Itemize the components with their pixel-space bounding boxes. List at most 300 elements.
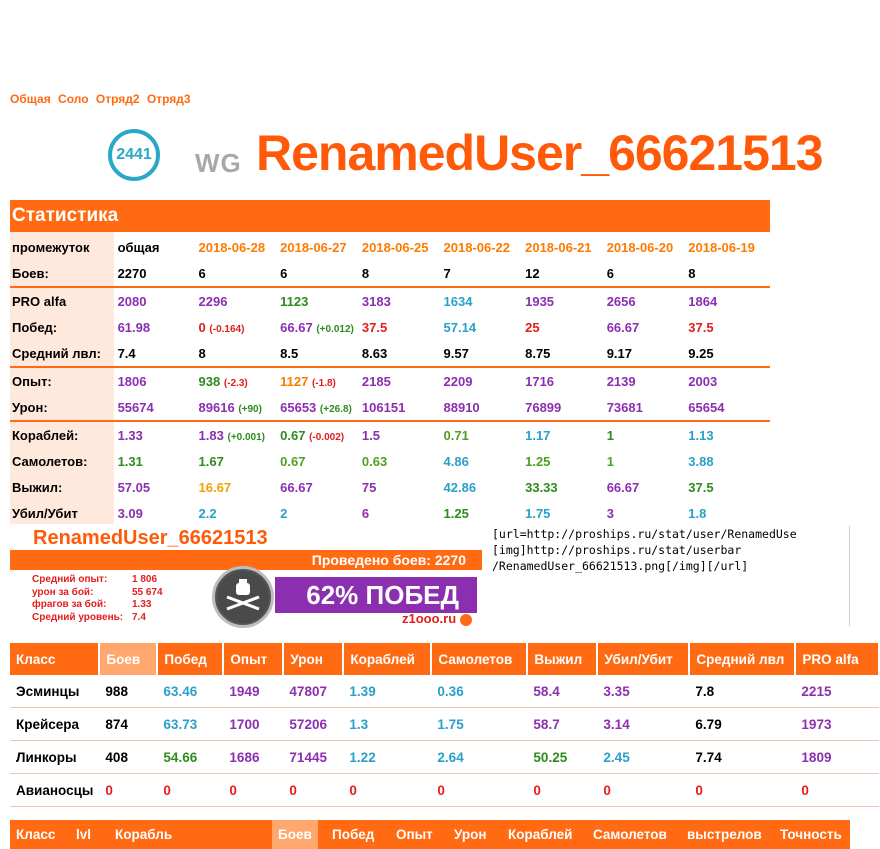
class-value: 7.8 <box>689 675 795 708</box>
stats-value: 1864 <box>688 293 718 309</box>
class-value: 2.45 <box>597 741 689 774</box>
stats-cell <box>118 500 199 526</box>
class-table-row <box>10 774 879 807</box>
stats-cell <box>118 367 199 394</box>
userbar-stat-value: 7.4 <box>132 611 146 623</box>
stats-value: 2 <box>280 505 288 521</box>
stats-delta: (+0.012) <box>316 323 354 335</box>
userbar-site: z1ooo.ru <box>402 611 472 626</box>
class-value: 57206 <box>283 708 343 741</box>
stats-value: 25 <box>525 319 540 335</box>
stats-value: 1806 <box>117 373 147 389</box>
class-value: 0.36 <box>431 675 527 708</box>
stats-cell <box>199 287 281 314</box>
stats-value: 4.86 <box>443 453 469 469</box>
stats-value: 66.67 <box>606 479 640 495</box>
stats-row <box>10 367 770 394</box>
stats-value: 12 <box>525 265 540 281</box>
userbar-stat-label: Средний уровень: <box>32 611 124 623</box>
stats-cell <box>688 474 770 500</box>
userbar-stat-label: урон за бой: <box>32 586 94 598</box>
stats-value: 8.75 <box>525 345 551 361</box>
ship-table-header-cell[interactable]: Самолетов <box>593 827 667 842</box>
stats-cell <box>118 287 199 314</box>
stats-row-label: Средний лвл: <box>10 340 118 367</box>
stats-row-label: Кораблей: <box>12 427 79 443</box>
stats-value: 8 <box>198 345 206 361</box>
class-table-row <box>10 708 879 741</box>
userbar-stat-value: 1 806 <box>132 574 158 585</box>
stats-cell <box>607 367 689 394</box>
class-table-row <box>10 741 879 774</box>
stats-value: 55674 <box>117 399 154 415</box>
stats-cell <box>118 260 199 287</box>
stats-period-header[interactable]: 2018-06-20 <box>606 239 674 255</box>
stats-delta: (-2.3) <box>223 377 248 389</box>
stats-cell <box>607 394 689 421</box>
stats-value: 6 <box>361 505 370 521</box>
stats-cell <box>362 394 444 421</box>
stats-cell <box>280 474 362 500</box>
stats-cell <box>280 421 362 448</box>
stats-value: 8 <box>688 265 696 281</box>
stats-cell <box>688 394 770 421</box>
stats-cell <box>525 340 607 367</box>
stats-value: 37.5 <box>688 319 714 335</box>
class-name: Линкоры <box>10 741 99 774</box>
stats-cell <box>525 260 607 287</box>
stats-row-label: Опыт: <box>12 373 52 389</box>
stats-value: 938 <box>198 373 221 389</box>
stats-value: 3.88 <box>688 453 714 469</box>
stats-period-header[interactable]: 2018-06-27 <box>280 239 347 255</box>
ship-table-header-cell[interactable]: Класс <box>16 827 56 842</box>
class-table-header[interactable]: Класс <box>10 643 99 675</box>
stats-value: 76899 <box>525 399 562 415</box>
stats-row <box>10 448 770 474</box>
class-value: 58.7 <box>527 708 597 741</box>
stats-cell <box>607 500 689 526</box>
stats-period-header[interactable]: 2018-06-19 <box>688 239 755 255</box>
stats-delta: (+26.8) <box>319 403 352 415</box>
class-value: 1973 <box>795 708 879 741</box>
stats-value: 2296 <box>198 293 228 309</box>
ship-table-header-cell[interactable]: Точность <box>780 827 842 842</box>
class-value: 1.75 <box>431 708 527 741</box>
stats-row <box>10 500 770 526</box>
stats-value: 61.98 <box>117 319 151 335</box>
stats-value: 1 <box>606 453 614 469</box>
stats-cell <box>444 394 526 421</box>
page-title: RenamedUser_66621513 <box>256 125 823 181</box>
stats-value: 2003 <box>688 373 718 389</box>
stats-value: 88910 <box>443 399 480 415</box>
class-value: 0 <box>689 774 795 807</box>
stats-row <box>10 314 770 340</box>
class-table-header[interactable]: Самолетов <box>431 643 527 675</box>
stats-row <box>10 394 770 421</box>
userbar-stat-line <box>32 586 163 600</box>
stats-value: 9.17 <box>606 345 633 361</box>
userbar-stat-line <box>32 599 152 612</box>
stats-cell <box>118 394 199 421</box>
stats-value: 8 <box>361 265 370 281</box>
class-value: 58.4 <box>527 675 597 708</box>
stats-cell <box>199 448 281 474</box>
class-value: 50.25 <box>527 741 597 774</box>
class-value: 47807 <box>283 675 343 708</box>
stats-value: 1 <box>606 427 614 443</box>
ship-table-header-cell[interactable]: выстрелов <box>687 827 762 842</box>
stats-cell <box>525 367 607 394</box>
stats-value: 66.67 <box>280 319 313 335</box>
stats-cell <box>688 500 770 526</box>
stats-period-header[interactable]: 2018-06-22 <box>443 239 511 255</box>
class-value: 0 <box>597 774 689 807</box>
stats-cell <box>280 260 362 287</box>
class-table-header[interactable]: Побед <box>157 643 223 675</box>
class-value: 0 <box>157 774 223 807</box>
stats-value: 2139 <box>606 373 636 389</box>
stats-row-label: Самолетов: <box>12 453 88 469</box>
stats-value: 1.83 <box>198 427 224 443</box>
stats-cell <box>607 448 689 474</box>
stats-value: 1634 <box>443 293 473 309</box>
stats-cell <box>444 421 526 448</box>
class-value: 2215 <box>795 675 879 708</box>
stats-value: 1.5 <box>361 427 380 443</box>
stats-cell <box>444 260 526 287</box>
stats-cell <box>118 421 199 448</box>
ship-table-header-cell[interactable]: Боев <box>272 820 318 849</box>
class-value: 63.46 <box>157 675 223 708</box>
stats-period-header[interactable]: 2018-06-21 <box>525 239 592 255</box>
stats-cell <box>444 448 526 474</box>
stats-value: 2656 <box>606 293 636 309</box>
userbar-battles-text: Проведено боев: 2270 <box>311 552 466 568</box>
bbcode-textarea[interactable]: [url=http://proships.ru/stat/user/RenamedUse [img]http://proships.ru/stat/userbar /RenamedUser_66621513.png[/img][/url] <box>492 526 850 626</box>
class-value: 408 <box>99 741 157 774</box>
stats-cell <box>525 448 607 474</box>
stats-cell <box>280 394 362 421</box>
stats-value: 1.67 <box>198 453 224 469</box>
stats-value: 57.05 <box>117 479 151 495</box>
stats-value: 8.5 <box>280 345 299 361</box>
stats-cell <box>688 367 770 394</box>
class-value: 1949 <box>223 675 283 708</box>
stats-value: 2080 <box>117 293 147 309</box>
class-table-header[interactable]: Кораблей <box>343 643 431 675</box>
stats-period-header: общая <box>117 239 160 255</box>
stats-cell <box>525 287 607 314</box>
stats-value: 65653 <box>280 399 317 415</box>
stats-cell <box>199 421 281 448</box>
stats-cell <box>280 314 362 340</box>
mode-tabs <box>10 92 195 106</box>
stats-value: 0.67 <box>280 453 306 469</box>
stats-value: 1127 <box>280 373 309 389</box>
userbar-winrate: 62% ПОБЕД <box>275 577 477 613</box>
rating-badge <box>108 129 160 181</box>
ship-table-header-cell[interactable]: lvl <box>76 827 92 842</box>
class-value: 1700 <box>223 708 283 741</box>
stats-value: 37.5 <box>361 319 388 335</box>
userbar-stat-line <box>32 611 146 625</box>
stats-cell <box>118 448 199 474</box>
stats-value: 57.14 <box>443 319 477 335</box>
stats-cell <box>118 314 199 340</box>
stats-value: 1.31 <box>117 453 143 469</box>
class-value: 1.39 <box>343 675 431 708</box>
stats-cell <box>525 394 607 421</box>
stats-value: 1.25 <box>525 453 551 469</box>
userbar-name: RenamedUser_66621513 <box>33 527 268 549</box>
class-table-header[interactable]: Убил/Убит <box>597 643 689 675</box>
stats-value: 9.25 <box>688 345 714 361</box>
stats-value: 2270 <box>117 265 147 281</box>
stats-cell <box>525 314 607 340</box>
stats-value: 1716 <box>525 373 555 389</box>
rating-value: 2441 <box>116 146 152 163</box>
stats-cell <box>280 287 362 314</box>
class-value: 0 <box>223 774 283 807</box>
stats-value: 1.25 <box>443 505 469 521</box>
stats-cell <box>607 340 689 367</box>
stats-value: 9.57 <box>443 345 469 361</box>
stats-delta: (-0.164) <box>209 323 245 335</box>
stats-cell <box>607 287 689 314</box>
stats-cell <box>607 474 689 500</box>
stats-value: 6 <box>280 265 288 281</box>
stats-value: 89616 <box>198 399 235 415</box>
class-name: Авианосцы <box>10 774 99 807</box>
stats-value: 3 <box>606 505 614 521</box>
stats-cell <box>607 314 689 340</box>
stats-cell <box>688 287 770 314</box>
userbar-stat-line <box>32 574 158 587</box>
stats-value: 1935 <box>525 293 555 309</box>
ship-table-header-cell[interactable]: Корабль <box>115 827 173 842</box>
stats-title: Статистика <box>10 200 770 232</box>
stats-value: 7 <box>443 265 451 281</box>
stats-cell <box>280 367 362 394</box>
stats-cell <box>199 260 281 287</box>
stats-cell <box>362 314 444 340</box>
class-table-row <box>10 675 879 708</box>
pirate-emblem-icon <box>212 566 274 628</box>
class-table-header[interactable]: Выжил <box>527 643 597 675</box>
stats-value: 6 <box>198 265 206 281</box>
stats-delta: (-0.002) <box>309 431 345 443</box>
stats-cell <box>199 394 281 421</box>
stats-value: 65654 <box>688 399 725 415</box>
stats-value: 37.5 <box>688 479 714 495</box>
ship-table-header <box>10 820 850 849</box>
stats-cell <box>362 500 444 526</box>
stats-delta: (+90) <box>238 403 262 415</box>
class-value: 0 <box>99 774 157 807</box>
stats-value: 2209 <box>443 373 473 389</box>
stats-cell <box>607 260 689 287</box>
stats-cell <box>525 421 607 448</box>
stats-row <box>10 340 770 367</box>
stats-value: 6 <box>606 265 614 281</box>
userbar-stats <box>32 574 163 624</box>
stats-cell <box>607 421 689 448</box>
userbar-stat-label: Средний опыт: <box>32 574 108 585</box>
stats-cell <box>688 340 770 367</box>
ship-table-header-cell[interactable]: Кораблей <box>508 827 573 842</box>
tab-squad3[interactable]: Отряд3 <box>146 92 191 106</box>
stats-cell <box>444 500 526 526</box>
stats-value: 0 <box>198 319 206 335</box>
stats-cell <box>444 287 526 314</box>
stats-row-label: Боев: <box>10 260 118 287</box>
class-value: 63.73 <box>157 708 223 741</box>
stats-row <box>10 421 770 448</box>
class-value: 0 <box>283 774 343 807</box>
class-value: 6.79 <box>689 708 795 741</box>
stats-cell <box>118 340 199 367</box>
class-value: 988 <box>99 675 157 708</box>
stats-header-row <box>10 234 770 260</box>
stats-cell <box>525 474 607 500</box>
stats-value: 1.17 <box>525 427 551 443</box>
stats-value: 1123 <box>280 293 309 309</box>
stats-value: 42.86 <box>443 479 477 495</box>
stats-row <box>10 287 770 314</box>
class-value: 1.3 <box>343 708 431 741</box>
stats-period-header[interactable]: 2018-06-28 <box>198 239 266 255</box>
stats-cell <box>362 474 444 500</box>
class-value: 3.35 <box>597 675 689 708</box>
tab-general[interactable]: Общая <box>10 92 51 106</box>
tab-solo[interactable]: Соло <box>58 92 89 106</box>
class-value: 2.64 <box>431 741 527 774</box>
stats-period-header[interactable]: 2018-06-25 <box>361 239 429 255</box>
stats-value: 8.63 <box>361 345 388 361</box>
stats-cell <box>525 500 607 526</box>
stats-cell <box>688 421 770 448</box>
stats-cell <box>688 260 770 287</box>
stats-value: 1.75 <box>525 505 551 521</box>
stats-cell <box>444 314 526 340</box>
stats-value: 66.67 <box>606 319 640 335</box>
stats-cell <box>199 367 281 394</box>
stats-value: 1.13 <box>688 427 714 443</box>
stats-cell <box>362 421 444 448</box>
class-value: 71445 <box>283 741 343 774</box>
stats-delta: (+0.001) <box>227 431 266 443</box>
stats-cell <box>280 500 362 526</box>
stats-cell <box>444 367 526 394</box>
stats-value: 66.67 <box>280 479 313 495</box>
class-value: 0 <box>431 774 527 807</box>
stats-value: 3.09 <box>117 505 143 521</box>
stats-value: 73681 <box>606 399 643 415</box>
stats-delta: (-1.8) <box>311 377 336 389</box>
class-table-header[interactable]: PRO alfa <box>795 643 879 675</box>
stats-value: 1.33 <box>117 427 143 443</box>
stats-cell <box>688 448 770 474</box>
stats-cell <box>199 500 281 526</box>
class-value: 1809 <box>795 741 879 774</box>
stats-value: 0.63 <box>361 453 388 469</box>
stats-row-label: Побед: <box>12 319 58 335</box>
stats-value: 2.2 <box>198 505 217 521</box>
class-value: 0 <box>343 774 431 807</box>
stats-table <box>10 234 770 526</box>
stats-value: 7.4 <box>117 345 136 361</box>
stats-period-label: промежуток <box>12 239 90 255</box>
stats-cell <box>362 287 444 314</box>
class-table <box>10 643 880 807</box>
userbar-stat-label: фрагов за бой: <box>32 599 107 610</box>
class-table-header[interactable]: Средний лвл <box>689 643 795 675</box>
userbar-stat-value: 55 674 <box>132 586 163 598</box>
stats-value: 16.67 <box>198 479 232 495</box>
stats-value: 106151 <box>361 399 406 415</box>
stats-value: 0.67 <box>280 427 306 443</box>
class-value: 1.22 <box>343 741 431 774</box>
tab-squad2[interactable]: Отряд2 <box>95 92 140 106</box>
ship-table-header-cell[interactable]: Опыт <box>396 827 433 842</box>
stats-row <box>10 260 770 287</box>
class-value: 0 <box>795 774 879 807</box>
stats-cell <box>199 474 281 500</box>
stats-cell <box>688 314 770 340</box>
ship-table-header-cell[interactable]: Урон <box>454 827 487 842</box>
class-value: 7.74 <box>689 741 795 774</box>
stats-row-label: Урон: <box>10 394 118 421</box>
site-logo-icon <box>460 614 472 626</box>
stats-value: 0.71 <box>443 427 469 443</box>
class-value: 54.66 <box>157 741 223 774</box>
class-value: 874 <box>99 708 157 741</box>
stats-value: 2185 <box>361 373 391 389</box>
ship-table-header-cell[interactable]: Побед <box>332 827 375 842</box>
stats-cell <box>444 474 526 500</box>
stats-cell <box>280 448 362 474</box>
class-name: Эсминцы <box>10 675 99 708</box>
stats-value: 33.33 <box>525 479 558 495</box>
stats-row-label: Убил/Убит <box>12 505 78 521</box>
stats-cell <box>118 474 199 500</box>
stats-cell <box>444 340 526 367</box>
class-value: 3.14 <box>597 708 689 741</box>
userbar-stat-value: 1.33 <box>132 599 152 610</box>
class-value: 0 <box>527 774 597 807</box>
stats-value: 1.8 <box>688 505 707 521</box>
stats-row-label: Выжил: <box>12 479 63 495</box>
stats-cell <box>199 340 281 367</box>
class-table-header[interactable]: Опыт <box>223 643 283 675</box>
stats-value: 75 <box>361 479 377 495</box>
stats-cell <box>280 340 362 367</box>
class-name: Крейсера <box>10 708 99 741</box>
stats-cell <box>362 448 444 474</box>
stats-row <box>10 474 770 500</box>
stats-cell <box>362 367 444 394</box>
stats-cell <box>362 340 444 367</box>
stats-cell <box>199 314 281 340</box>
class-table-header[interactable]: Боев <box>99 643 157 675</box>
class-value: 1686 <box>223 741 283 774</box>
stats-row-label: PRO alfa <box>12 293 67 309</box>
class-table-header[interactable]: Урон <box>283 643 343 675</box>
stats-cell <box>362 260 444 287</box>
stats-value: 3183 <box>361 293 391 309</box>
